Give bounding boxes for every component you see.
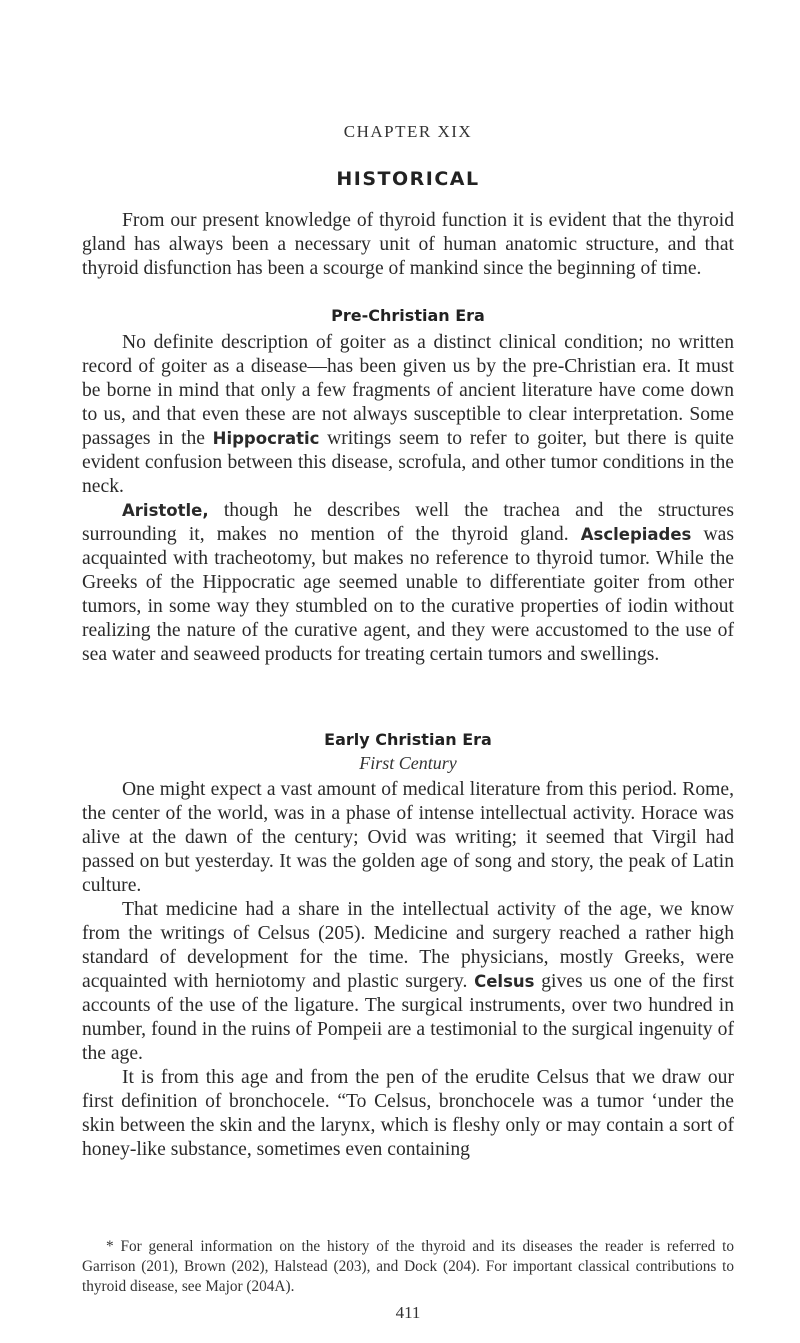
pre-christian-paragraph-1 bbox=[82, 331, 734, 499]
chapter-title: HISTORICAL bbox=[336, 168, 480, 190]
subheading-first-century: First Century bbox=[359, 753, 457, 773]
footnote: * For general information on the history of the thyroid and its diseases the reader is referred to Garrison (201), Brown (202), Halstead (203), and Dock (204). For important classical contributions to thyroid disease, see Major (204A). bbox=[82, 1238, 734, 1295]
chapter-label: CHAPTER XIX bbox=[343, 122, 473, 141]
text-run: No definite description of goiter as a distinct clinical condition; no written record of goiter as a disease—has been given us by the pre-Christian era. It must be borne in mind that only a few fragments of ancient literature have come down to us, and that even these are not always susceptible to clear interpretation. Some passages in the bbox=[82, 332, 734, 449]
bold-term-hippocratic: Hippocratic bbox=[212, 429, 320, 448]
bold-term-aristotle: Aristotle, bbox=[122, 501, 209, 520]
text-run: writings seem to refer to goiter, but there is quite evident confusion between this disease, scrofula, and other tumor conditions in the neck. bbox=[82, 428, 734, 497]
intro-block bbox=[82, 209, 734, 281]
pre-christian-block bbox=[82, 331, 734, 667]
section-heading-pre-christian: Pre-Christian Era bbox=[331, 306, 485, 325]
early-christian-paragraph-1: One might expect a vast amount of medical literature from this period. Rome, the center of the world, was in a phase of intense intellectual activity. Horace was alive at the dawn of the century; Ovid was writing; it seemed that Virgil had passed on but yesterday. It was the golden age of song and story, the peak of Latin culture. bbox=[82, 779, 734, 896]
bold-term-asclepiades: Asclepiades bbox=[580, 525, 692, 544]
text-run: though he describes well the trachea and the structures surrounding it, makes no mention of the thyroid gland. bbox=[82, 500, 734, 545]
text-run: was acquainted with tracheotomy, but makes no reference to thyroid tumor. While the Greeks of the Hippocratic age seemed unable to differentiate goiter from other tumors, in some way they stumbled on to the curative properties of iodin without realizing the nature of the curative agent, and they were accustomed to the use of sea water and seaweed products for treating certain tumors and swellings. bbox=[82, 524, 734, 665]
page-number: 411 bbox=[395, 1303, 421, 1322]
early-christian-block bbox=[82, 778, 734, 1162]
pre-christian-paragraph-2 bbox=[82, 499, 734, 667]
early-christian-paragraph-2 bbox=[82, 898, 734, 1066]
section-heading-early-christian: Early Christian Era bbox=[324, 730, 492, 749]
text-run: That medicine had a share in the intellectual activity of the age, we know from the writings of Celsus (205). Medicine and surgery reached a rather high standard of development for the time. The physicians, mostly Greeks, were acquainted with herniotomy and plastic surgery. bbox=[82, 899, 734, 992]
early-christian-paragraph-3: It is from this age and from the pen of the erudite Celsus that we draw our first definition of bronchocele. “To Celsus, bronchocele was a tumor ‘under the skin between the skin and the larynx, which is fleshy only or may contain a sort of honey-like substance, sometimes even containing bbox=[82, 1067, 734, 1160]
text-run: gives us one of the first accounts of the use of the ligature. The surgical instruments, over two hundred in number, found in the ruins of Pompeii are a testimonial to the surgical ingenuity of the age. bbox=[82, 971, 734, 1064]
intro-paragraph: From our present knowledge of thyroid function it is evident that the thyroid gland has always been a necessary unit of human anatomic structure, and that thyroid disfunction has been a scourge of mankind since the beginning of time. bbox=[82, 210, 734, 279]
bold-term-celsus: Celsus bbox=[474, 972, 535, 991]
